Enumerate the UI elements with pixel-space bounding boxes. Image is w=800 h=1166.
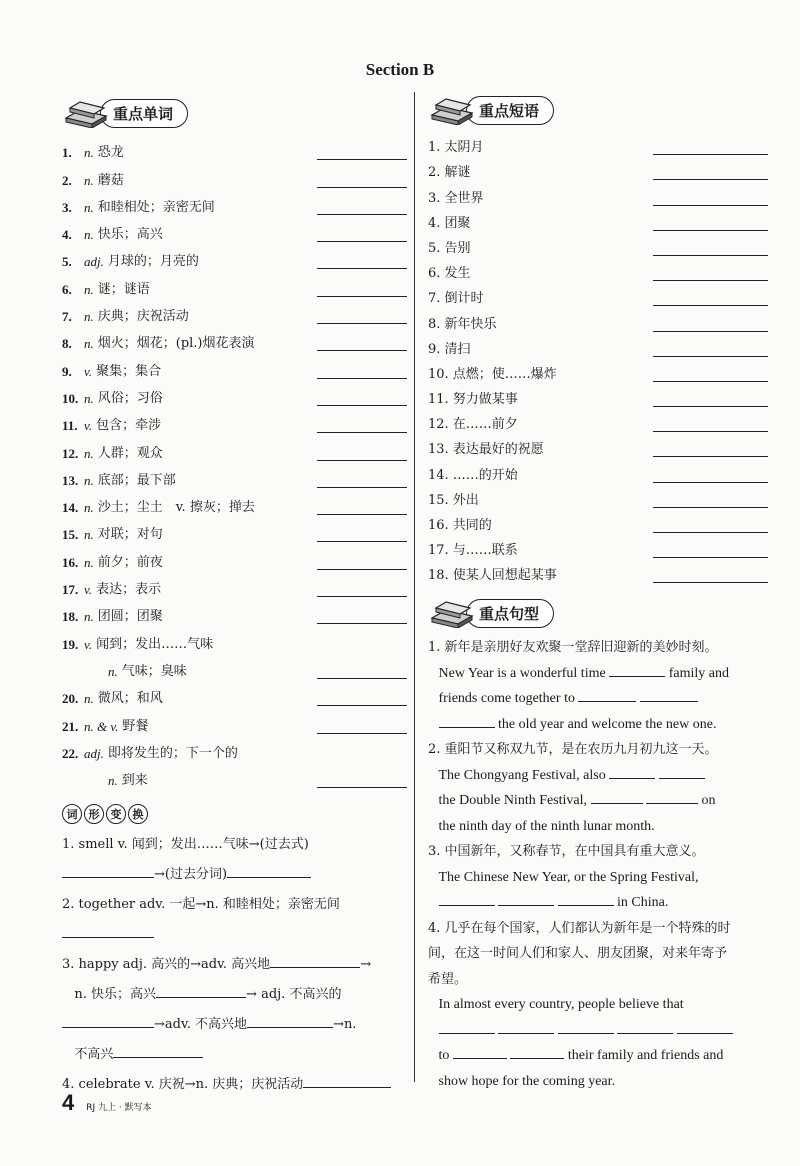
sentence-en: the ninth day of the ninth lunar month.	[438, 818, 655, 834]
sentence-cn: 间，在这一时间人们和家人、朋友团聚，对来年寄予	[428, 946, 728, 962]
answer-blank[interactable]	[317, 393, 407, 406]
word-form-item: n. 快乐；高兴 → adj. 不高兴的	[74, 987, 342, 1003]
answer-blank[interactable]	[317, 529, 407, 542]
answer-blank[interactable]	[317, 420, 407, 433]
answer-blank[interactable]	[653, 495, 768, 508]
vocab-item: 16. n. 前夕；前夜	[62, 544, 407, 571]
books-icon	[428, 598, 472, 628]
vocab-item: 4. n. 快乐；高兴	[62, 217, 407, 244]
sentence-section-header	[428, 595, 768, 631]
vocab-item: 20. n. 微风；和风	[62, 681, 407, 708]
phrase-item: 15. 外出	[428, 485, 768, 510]
answer-blank[interactable]	[653, 470, 768, 483]
phrase-item: 8. 新年快乐	[428, 308, 768, 333]
sentence-en: in China.	[428, 890, 768, 916]
page-title: Section B	[365, 60, 435, 79]
answer-blank[interactable]	[317, 557, 407, 570]
word-form-badge: 变	[106, 804, 126, 824]
books-icon	[62, 98, 106, 128]
answer-blank[interactable]	[653, 570, 768, 583]
right-column	[428, 92, 768, 1094]
phrase-item: 4. 团聚	[428, 208, 768, 233]
vocab-item: 18. n. 团圆；团聚	[62, 599, 407, 626]
sentence-en: New Year is a wonderful time family and	[438, 665, 729, 681]
answer-blank[interactable]	[653, 218, 768, 231]
phrase-item: 6. 发生	[428, 258, 768, 283]
footer-text: RJ 九上 · 默写本	[86, 1103, 152, 1113]
word-form-item: 4. celebrate v. 庆祝→n. 庆典；庆祝活动	[62, 1070, 407, 1100]
vocab-item: 3. n. 和睦相处；亲密无间	[62, 190, 407, 217]
sentence-en: the Double Ninth Festival, on	[438, 793, 716, 809]
phrase-item: 17. 与……联系	[428, 535, 768, 560]
answer-blank[interactable]	[653, 293, 768, 306]
answer-blank[interactable]	[640, 689, 698, 702]
sentence-cn: 2. 重阳节又称双九节，是在农历九月初九这一天。	[428, 742, 718, 758]
sentence-en: show hope for the coming year.	[438, 1073, 616, 1089]
answer-blank[interactable]	[317, 502, 407, 515]
vocab-item: 5. adj. 月球的；月亮的	[62, 244, 407, 271]
answer-blank[interactable]	[558, 893, 614, 906]
answer-blank[interactable]	[653, 369, 768, 382]
vocab-item: n. 到来	[62, 763, 407, 790]
answer-blank[interactable]	[156, 985, 246, 998]
sentence-cn: 4. 几乎在每个国家，人们都认为新年是一个特殊的时	[428, 920, 731, 936]
word-form-item: 不高兴	[62, 1040, 407, 1070]
answer-blank[interactable]	[653, 344, 768, 357]
phrase-list	[428, 132, 768, 585]
sentence-en: to their family and friends and	[438, 1048, 724, 1064]
answer-blank[interactable]	[317, 147, 407, 160]
answer-blank[interactable]	[659, 766, 705, 779]
answer-blank[interactable]	[439, 715, 495, 728]
answer-blank[interactable]	[270, 955, 360, 968]
vocab-item: 21. n. & v. 野餐	[62, 708, 407, 735]
answer-blank[interactable]	[498, 893, 554, 906]
books-icon	[428, 95, 472, 125]
answer-blank[interactable]	[439, 1021, 495, 1034]
answer-blank[interactable]	[317, 256, 407, 269]
answer-blank[interactable]	[317, 611, 407, 624]
answer-blank[interactable]	[317, 229, 407, 242]
answer-blank[interactable]	[317, 448, 407, 461]
answer-blank[interactable]	[653, 520, 768, 533]
sentence-section-title: 重点句型	[466, 599, 554, 628]
answer-blank[interactable]	[653, 419, 768, 432]
word-form-list	[62, 830, 407, 1100]
answer-blank[interactable]	[653, 243, 768, 256]
answer-blank[interactable]	[247, 1015, 333, 1028]
answer-blank[interactable]	[591, 791, 643, 804]
answer-blank[interactable]	[653, 394, 768, 407]
sentence-en	[428, 1018, 768, 1044]
answer-blank[interactable]	[317, 693, 407, 706]
phrase-item: 11. 努力做某事	[428, 384, 768, 409]
phrase-section-header	[428, 92, 768, 128]
phrase-item: 7. 倒计时	[428, 283, 768, 308]
word-form-item: 1. smell v. 闻到；发出……气味→(过去式)	[62, 837, 309, 853]
sentence-en: friends come together to	[428, 686, 768, 712]
phrase-item: 3. 全世界	[428, 182, 768, 207]
phrase-item: 18. 使某人回想起某事	[428, 560, 768, 585]
phrase-item: 12. 在……前夕	[428, 409, 768, 434]
phrase-section-title: 重点短语	[466, 96, 554, 125]
answer-blank[interactable]	[558, 1021, 614, 1034]
vocab-item: 13. n. 底部；最下部	[62, 463, 407, 490]
vocab-item: 17. v. 表达；表示	[62, 572, 407, 599]
sentence-en: The Chinese New Year, or the Spring Festival,	[438, 869, 699, 885]
phrase-item: 14. ……的开始	[428, 459, 768, 484]
answer-blank[interactable]	[317, 366, 407, 379]
vocab-item: 12. n. 人群；观众	[62, 435, 407, 462]
phrase-item: 2. 解谜	[428, 157, 768, 182]
answer-blank[interactable]	[317, 775, 407, 788]
answer-blank[interactable]	[653, 444, 768, 457]
answer-blank[interactable]	[653, 545, 768, 558]
sentence-en: The Chongyang Festival, also	[428, 763, 768, 789]
phrase-item: 5. 告别	[428, 233, 768, 258]
answer-blank[interactable]	[317, 666, 407, 679]
word-form-item: 3. happy adj. 高兴的→adv. 高兴地 →	[62, 957, 372, 973]
answer-blank[interactable]	[227, 865, 311, 878]
vocab-item: 1. n. 恐龙	[62, 135, 407, 162]
answer-blank[interactable]	[646, 791, 698, 804]
answer-blank[interactable]	[62, 865, 154, 878]
answer-blank[interactable]	[317, 175, 407, 188]
vocab-item: 19. v. 闻到；发出……气味	[62, 636, 214, 652]
vocab-item: 15. n. 对联；对句	[62, 517, 407, 544]
sentence-cn: 1. 新年是亲朋好友欢聚一堂辞旧迎新的美妙时刻。	[428, 640, 718, 656]
word-form-item: →(过去分词)	[62, 860, 407, 890]
word-form-badge: 换	[128, 804, 148, 824]
vocab-item: 10. n. 风俗；习俗	[62, 381, 407, 408]
vocab-section-title: 重点单词	[100, 99, 188, 128]
vocab-item: 9. v. 聚集；集合	[62, 353, 407, 380]
answer-blank[interactable]	[439, 893, 495, 906]
page-footer	[62, 1090, 152, 1116]
phrase-item: 16. 共同的	[428, 510, 768, 535]
answer-blank[interactable]	[113, 1045, 203, 1058]
answer-blank[interactable]	[578, 689, 636, 702]
vocab-section-header	[62, 95, 407, 131]
page-number: 4	[62, 1090, 75, 1115]
answer-blank[interactable]	[609, 664, 665, 677]
vocab-item: 11. v. 包含；牵涉	[62, 408, 407, 435]
word-form-badge: 形	[84, 804, 104, 824]
sentence-list	[428, 635, 768, 1094]
answer-blank[interactable]	[653, 268, 768, 281]
answer-blank[interactable]	[653, 142, 768, 155]
vocab-item: 2. n. 蘑菇	[62, 162, 407, 189]
vocab-item: 6. n. 谜；谜语	[62, 271, 407, 298]
vocab-list	[62, 135, 407, 790]
answer-blank[interactable]	[317, 584, 407, 597]
answer-blank[interactable]	[317, 202, 407, 215]
sentence-cn: 希望。	[428, 971, 468, 987]
phrase-item: 13. 表达最好的祝愿	[428, 434, 768, 459]
answer-blank[interactable]	[677, 1021, 733, 1034]
answer-blank[interactable]	[62, 1015, 154, 1028]
sentence-en: the old year and welcome the new one.	[428, 712, 768, 738]
answer-blank[interactable]	[609, 766, 655, 779]
answer-blank[interactable]	[453, 1046, 507, 1059]
sentence-cn: 3. 中国新年，又称春节，在中国具有重大意义。	[428, 844, 705, 860]
vocab-item: 14. n. 沙土；尘土 v. 擦灰；掸去	[62, 490, 407, 517]
phrase-item: 10. 点燃；使……爆炸	[428, 359, 768, 384]
answer-blank[interactable]	[653, 319, 768, 332]
answer-blank[interactable]	[510, 1046, 564, 1059]
phrase-item: 9. 清扫	[428, 334, 768, 359]
vocab-item: 7. n. 庆典；庆祝活动	[62, 299, 407, 326]
answer-blank[interactable]	[317, 475, 407, 488]
word-form-item	[62, 920, 407, 950]
word-form-item: →adv. 不高兴地 →n.	[62, 1010, 407, 1040]
answer-blank[interactable]	[653, 167, 768, 180]
answer-blank[interactable]	[317, 284, 407, 297]
left-column	[62, 95, 407, 1100]
answer-blank[interactable]	[317, 721, 407, 734]
word-form-badge: 词	[62, 804, 82, 824]
answer-blank[interactable]	[62, 925, 154, 938]
answer-blank[interactable]	[498, 1021, 554, 1034]
vocab-item: n. 气味；臭味	[62, 654, 407, 681]
phrase-item: 1. 太阴月	[428, 132, 768, 157]
answer-blank[interactable]	[303, 1075, 391, 1088]
column-divider	[414, 92, 415, 1082]
vocab-item: 22. adj. 即将发生的；下一个的	[62, 745, 238, 761]
answer-blank[interactable]	[317, 338, 407, 351]
word-form-header	[62, 804, 407, 824]
word-form-item: 2. together adv. 一起→n. 和睦相处；亲密无间	[62, 897, 340, 913]
answer-blank[interactable]	[617, 1021, 673, 1034]
vocab-item: 8. n. 烟火；烟花；(pl.)烟花表演	[62, 326, 407, 353]
sentence-en: In almost every country, people believe that	[438, 997, 684, 1013]
answer-blank[interactable]	[653, 193, 768, 206]
answer-blank[interactable]	[317, 311, 407, 324]
